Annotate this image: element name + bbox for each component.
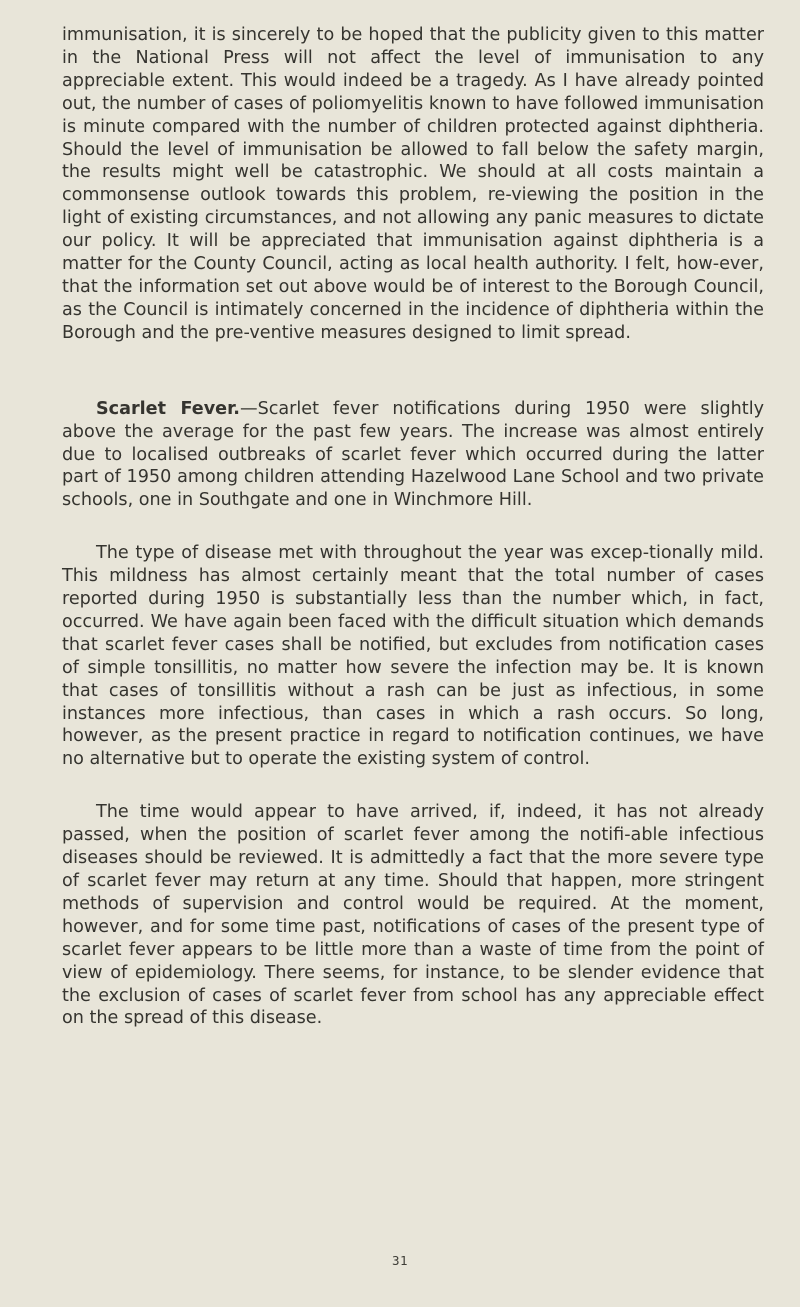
paragraph-disease-type xyxy=(62,542,764,771)
paragraph-text: The time would appear to have arrived, if, indeed, it has not already passed, when the position of scarlet fever among the notifi-able infectious diseases should be reviewed. It is admittedly a fact that the more severe type of scarlet fever may return at any time. Should that happen, more stringent methods of supervision and control would be required. At the moment, however, and for some time past, notifications of cases of the present type of scarlet fever appears to be little more than a waste of time from the point of view of epidemiology. There seems, for instance, to be slender evidence that the exclusion of cases of scarlet fever from school has any appreciable effect on the spread of this disease. xyxy=(62,802,764,1029)
page-number: 31 xyxy=(391,1253,409,1268)
paragraph-text: immunisation, it is sincerely to be hoped that the publicity given to this matter in the National Press will not affect the level of immunisation to any appreciable extent. This would indeed be a tragedy. As I have already pointed out, the number of cases of poliomyelitis known to have followed immunisation is minute compared with the number of children protected against diphtheria. Should the level of immunisation be allowed to fall below the safety margin, the results might well be catastrophic. We should at all costs maintain a commonsense outlook towards this problem, re-viewing the position in the light of existing circumstances, and not allowing any panic measures to dictate our policy. It will be appreciated that immunisation against diphtheria is a matter for the County Council, acting as local health authority. I felt, how-ever, that the information set out above would be of interest to the Borough Council, as the Council is intimately concerned in the incidence of diphtheria within the Borough and the pre-ventive measures designed to limit spread. xyxy=(62,25,764,343)
paragraph-notification-review xyxy=(62,801,764,1030)
section-heading-scarlet-fever: Scarlet Fever. xyxy=(96,398,240,419)
paragraph-immunisation xyxy=(62,24,764,345)
paragraph-text: —Scarlet fever notifications during 1950 were slightly above the average for the past few years. The increase was almost entirely due to localised outbreaks of scarlet fever which occurred during the latter part of 1950 among children attending Hazelwood Lane School and two private schools, one in Southgate and one in Winchmore Hill. xyxy=(62,398,764,511)
paragraph-scarlet-fever xyxy=(62,398,764,513)
paragraph-text: The type of disease met with throughout the year was excep-tionally mild. This mildness has almost certainly meant that the total number of cases reported during 1950 is substantially less than the number which, in fact, occurred. We have again been faced with the difficult situation which demands that scarlet fever cases shall be notified, but excludes from notification cases of simple tonsillitis, no matter how severe the infection may be. It is known that cases of tonsillitis without a rash can be just as infectious, in some instances more infectious, than cases in which a rash occurs. So long, however, as the present practice in regard to notification continues, we have no alternative but to operate the existing system of control. xyxy=(62,543,764,770)
